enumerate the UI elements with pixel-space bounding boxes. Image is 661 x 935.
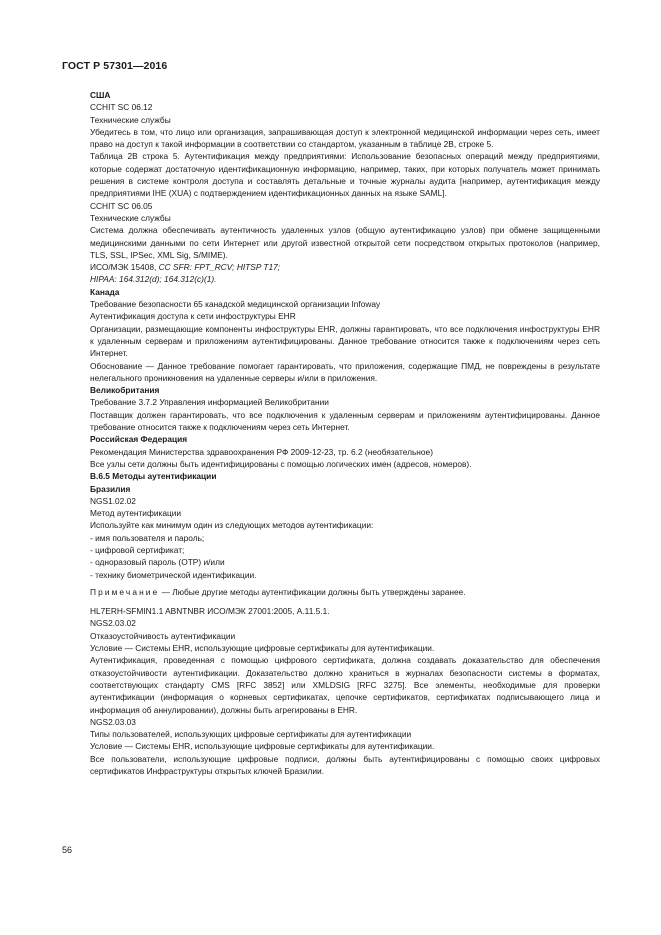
heading-canada: Канада xyxy=(90,286,120,297)
brazil-types: Типы пользователей, использующих цифровые сертификаты для аутентификации xyxy=(90,729,412,740)
russia-recommendation: Рекомендация Министерства здравоохранения РФ 2009-12-23, тр. 6.2 (необязательное) xyxy=(90,446,433,457)
usa-services-1: Технические службы xyxy=(90,114,171,125)
usa-paragraph-1: Убедитесь в том, что лицо или организация, запрашивающая доступ к электронной медицинской информации через сеть, имеет право на доступ к такой информации в соответствии со стандартом, указанным в таблице 2B, строке 5. xyxy=(90,126,600,150)
brazil-ref-3: NGS2.03.03 xyxy=(90,716,136,727)
brazil-nonrep: Отказоустойчивость аутентификации xyxy=(90,630,236,641)
page-body xyxy=(90,89,600,777)
list-item: - одноразовый пароль (OTP) и/или xyxy=(90,557,225,568)
canada-requirement: Требование безопасности 65 канадской медицинской организации Infoway xyxy=(90,299,381,310)
brazil-use: Используйте как минимум один из следующих методов аутентификации: xyxy=(90,520,374,531)
brazil-ref-1: NGS1.02.02 xyxy=(90,495,136,506)
usa-ref-1: CCHIT SC 06.12 xyxy=(90,102,153,113)
brazil-ref-2: NGS2.03.02 xyxy=(90,618,136,629)
heading-russia: Российская Федерация xyxy=(90,434,188,445)
page-number: 56 xyxy=(62,845,73,855)
note xyxy=(90,586,600,598)
usa-iso-line xyxy=(90,261,600,273)
usa-ref-2: CCHIT SC 06.05 xyxy=(90,200,153,211)
usa-iso-italic: CC SFR: FPT_RCV; HITSP T17; xyxy=(158,262,281,273)
usa-paragraph-2: Таблица 2B строка 5. Аутентификация между предприятиями: Использование безопасных операций между предприятиями, которые содержат достаточную идентификационную информацию, например, таких, при которых получатель может принимать решения в системе контроля доступа и составлять детальные и точные журналы аудита [например, аутентификация между предприятиями IHE (XUA) с подтверждением идентификационных данных на языке SAML]. xyxy=(90,151,600,199)
list-item: - имя пользователя и пароль; xyxy=(90,532,205,543)
canada-paragraph-1: Организации, размещающие компоненты инфоструктуры EHR, должны гарантировать, что все подключения инфоструктуры EHR к удаленным серверам и приложениям аутентифицированы. Данное требование относится также к подключениям через сеть Интернет. xyxy=(90,323,600,359)
brazil-paragraph-1: Аутентификация, проведенная с помощью цифрового сертификата, должна создавать доказательство для обеспечения отказоустойчивости аутентификации. Доказательство должно храниться в журналах безопасности системы в форматах, соответствующих стандарту CMS [RFC 3852] или XMLDSIG [RFC 3275]. Все элементы, необходимые для проверки аутентификации (информация о корневых сертификатах, цепочке сертификатов, сертификатах подписывающего лица и информация об аннулировании), должны быть агрегированы в EHR. xyxy=(90,655,600,715)
heading-brazil: Бразилия xyxy=(90,483,131,494)
usa-hipaa: HIPAA: 164.312(d); 164.312(c)(1). xyxy=(90,274,217,285)
section-heading: B.6.5 Методы аутентификации xyxy=(90,471,217,482)
brazil-condition-1: Условие — Системы EHR, использующие цифровые сертификаты для аутентификации. xyxy=(90,643,435,654)
russia-paragraph-1: Все узлы сети должны быть идентифицированы с помощью логических имен (адресов, номеров). xyxy=(90,458,472,469)
list-item: - цифровой сертификат; xyxy=(90,544,185,555)
brazil-paragraph-2: Все пользователи, использующие цифровые подписи, должны быть аутентифицированы с помощью своих цифровых сертификатов Инфраструктуры открытых ключей Бразилии. xyxy=(90,753,600,777)
canada-paragraph-2: Обоснование — Данное требование помогает гарантировать, что приложения, содержащие ПМД, не повреждены в результате нелегального проникновения на удаленные серверы и/или в приложения. xyxy=(90,360,600,383)
uk-requirement: Требование 3.7.2 Управления информацией Великобритании xyxy=(90,397,329,408)
note-text: — Любые другие методы аутентификации должны быть утверждены заранее. xyxy=(159,586,466,597)
document-header: ГОСТ Р 57301—2016 xyxy=(62,60,168,72)
uk-paragraph-1: Поставщик должен гарантировать, что все подключения к удаленным серверам и приложениям аутентифицированы. Данное требование относится также к подключениям через сеть Интернет. xyxy=(90,409,600,433)
usa-services-2: Технические службы xyxy=(90,212,171,223)
usa-iso-prefix: ИСО/МЭК 15408, xyxy=(90,262,159,273)
brazil-condition-2: Условие — Системы EHR, использующие цифровые сертификаты для аутентификации. xyxy=(90,741,435,752)
canada-auth: Аутентификация доступа к сети инфоструктуры EHR xyxy=(90,311,296,322)
list-item: - технику биометрической идентификации. xyxy=(90,569,257,580)
heading-uk: Великобритания xyxy=(90,385,160,396)
usa-paragraph-3: Система должна обеспечивать аутентичность удаленных узлов (общую аутентификацию узлов) при обмене защищенными медицинскими данными по сети Интернет или другой известной открытой сети посредством открытых протоколов (например, TLS, SSL, IPSec, XML Sig, S/MIME). xyxy=(90,225,600,260)
brazil-ref-line: HL7ERH-SFMIN1.1 ABNTNBR ИСО/МЭК 27001:2005, A.11.5.1. xyxy=(90,606,330,617)
brazil-method: Метод аутентификации xyxy=(90,508,182,519)
heading-usa: США xyxy=(90,90,111,100)
note-label: Примечание xyxy=(90,586,160,597)
